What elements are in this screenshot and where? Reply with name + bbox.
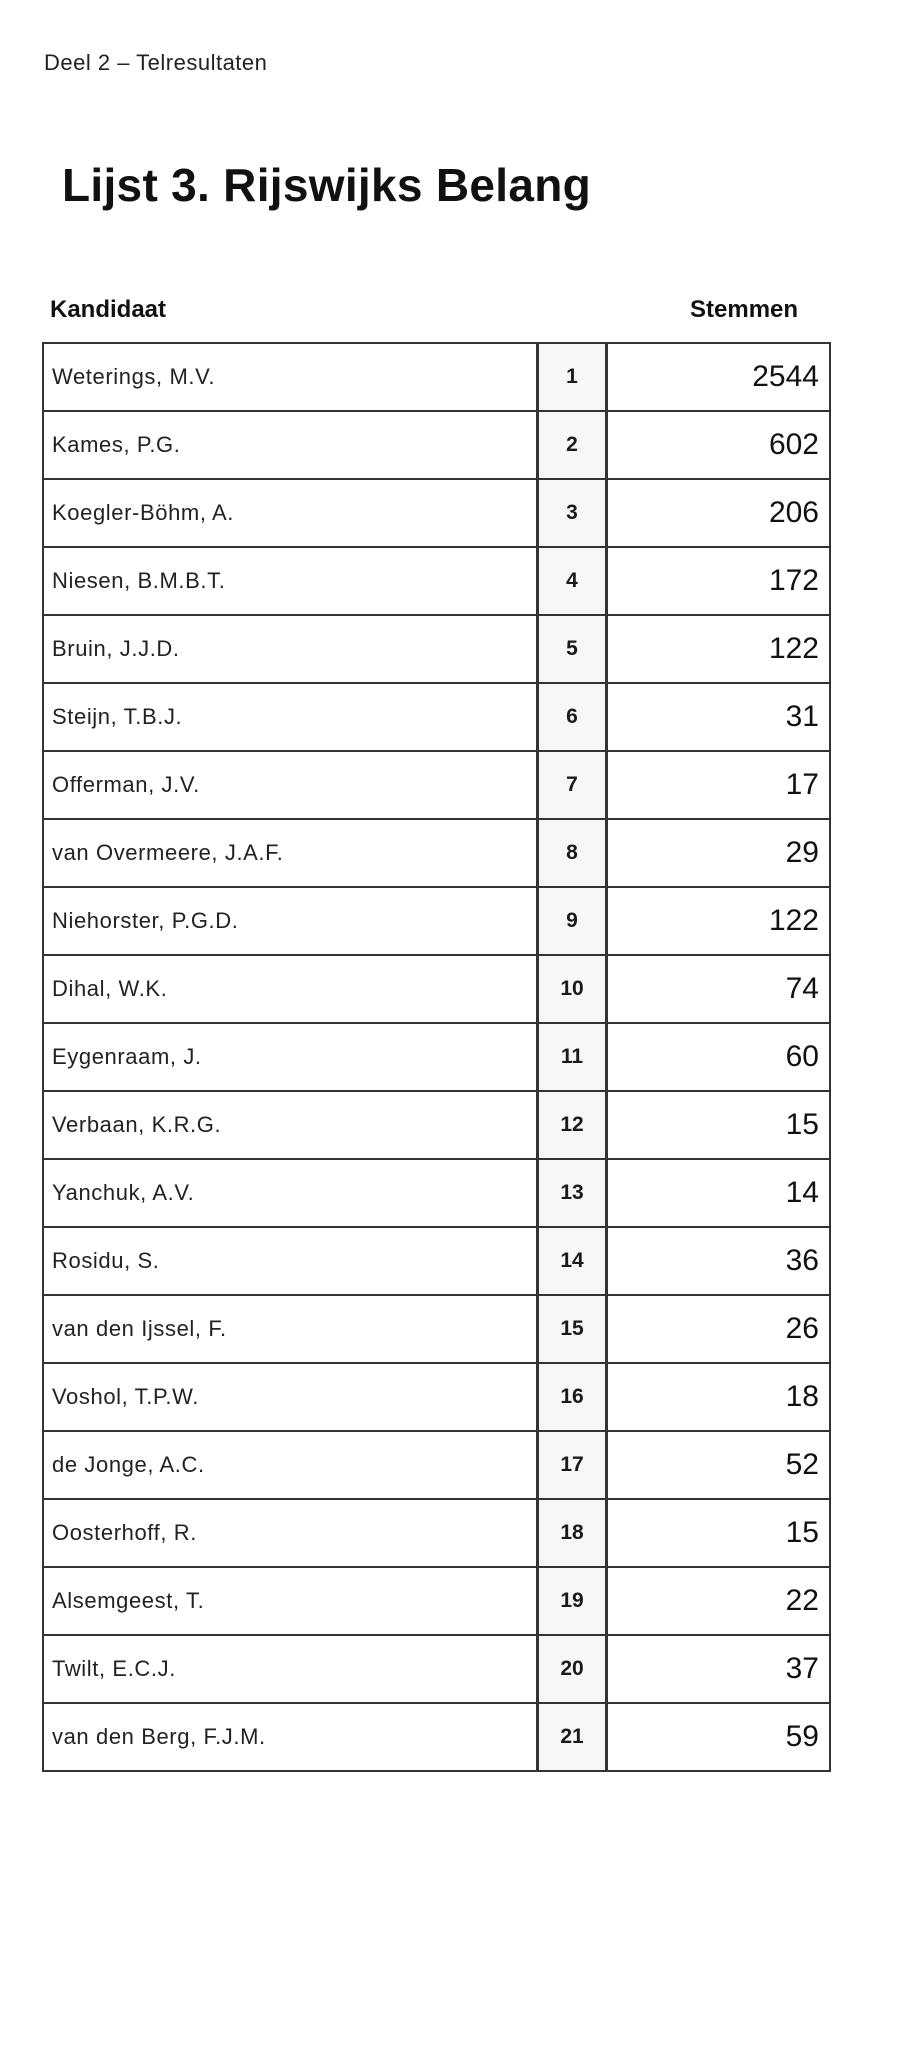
column-header-votes: Stemmen [690, 296, 799, 323]
candidate-votes: 206 [607, 479, 831, 547]
candidate-position: 5 [538, 615, 607, 683]
candidate-name: Bruin, J.J.D. [43, 615, 538, 683]
candidate-name: Twilt, E.C.J. [43, 1635, 538, 1703]
table-row [43, 479, 830, 547]
table-row [43, 1499, 830, 1567]
table-row [43, 683, 830, 751]
page-title: Lijst 3. Rijswijks Belang [62, 159, 591, 211]
candidate-position: 9 [538, 887, 607, 955]
table-row [43, 1091, 830, 1159]
candidate-name: Alsemgeest, T. [43, 1567, 538, 1635]
section-label: Deel 2 – Telresultaten [44, 50, 268, 75]
candidate-votes: 59 [607, 1703, 831, 1771]
results-table [42, 342, 831, 1772]
candidate-name: Dihal, W.K. [43, 955, 538, 1023]
candidate-votes: 26 [607, 1295, 831, 1363]
table-row [43, 343, 830, 411]
candidate-votes: 52 [607, 1431, 831, 1499]
candidate-position: 2 [538, 411, 607, 479]
candidate-position: 6 [538, 683, 607, 751]
candidate-position: 12 [538, 1091, 607, 1159]
candidate-votes: 18 [607, 1363, 831, 1431]
candidate-name: de Jonge, A.C. [43, 1431, 538, 1499]
candidate-name: Yanchuk, A.V. [43, 1159, 538, 1227]
candidate-votes: 31 [607, 683, 831, 751]
candidate-votes: 22 [607, 1567, 831, 1635]
table-row [43, 1227, 830, 1295]
candidate-position: 3 [538, 479, 607, 547]
candidate-position: 13 [538, 1159, 607, 1227]
candidate-name: van den Berg, F.J.M. [43, 1703, 538, 1771]
candidate-votes: 122 [607, 887, 831, 955]
candidate-name: Niesen, B.M.B.T. [43, 547, 538, 615]
candidate-position: 17 [538, 1431, 607, 1499]
candidate-votes: 14 [607, 1159, 831, 1227]
table-row [43, 1567, 830, 1635]
candidate-position: 18 [538, 1499, 607, 1567]
candidate-votes: 36 [607, 1227, 831, 1295]
candidate-position: 19 [538, 1567, 607, 1635]
candidate-votes: 60 [607, 1023, 831, 1091]
table-row [43, 1703, 830, 1771]
table-row [43, 1635, 830, 1703]
candidate-votes: 15 [607, 1091, 831, 1159]
candidate-name: Rosidu, S. [43, 1227, 538, 1295]
table-row [43, 887, 830, 955]
candidate-name: Niehorster, P.G.D. [43, 887, 538, 955]
candidate-position: 20 [538, 1635, 607, 1703]
candidate-name: Steijn, T.B.J. [43, 683, 538, 751]
candidate-name: Voshol, T.P.W. [43, 1363, 538, 1431]
table-row [43, 1363, 830, 1431]
candidate-position: 1 [538, 343, 607, 411]
candidate-votes: 15 [607, 1499, 831, 1567]
table-row [43, 751, 830, 819]
candidate-votes: 74 [607, 955, 831, 1023]
candidate-position: 4 [538, 547, 607, 615]
candidate-votes: 2544 [607, 343, 831, 411]
table-row [43, 1023, 830, 1091]
candidate-votes: 122 [607, 615, 831, 683]
candidate-votes: 602 [607, 411, 831, 479]
column-header-candidate: Kandidaat [50, 296, 167, 323]
table-row [43, 615, 830, 683]
table-row [43, 1295, 830, 1363]
results-table-body [43, 343, 830, 1771]
candidate-name: van den Ijssel, F. [43, 1295, 538, 1363]
candidate-votes: 37 [607, 1635, 831, 1703]
candidate-position: 11 [538, 1023, 607, 1091]
candidate-name: Oosterhoff, R. [43, 1499, 538, 1567]
candidate-position: 14 [538, 1227, 607, 1295]
candidate-position: 15 [538, 1295, 607, 1363]
table-row [43, 547, 830, 615]
candidate-position: 16 [538, 1363, 607, 1431]
candidate-position: 7 [538, 751, 607, 819]
candidate-votes: 172 [607, 547, 831, 615]
candidate-votes: 17 [607, 751, 831, 819]
candidate-name: van Overmeere, J.A.F. [43, 819, 538, 887]
candidate-position: 10 [538, 955, 607, 1023]
candidate-name: Eygenraam, J. [43, 1023, 538, 1091]
table-row [43, 955, 830, 1023]
candidate-name: Weterings, M.V. [43, 343, 538, 411]
table-row [43, 1431, 830, 1499]
table-row [43, 819, 830, 887]
table-row [43, 411, 830, 479]
candidate-name: Kames, P.G. [43, 411, 538, 479]
candidate-position: 8 [538, 819, 607, 887]
candidate-name: Offerman, J.V. [43, 751, 538, 819]
candidate-position: 21 [538, 1703, 607, 1771]
candidate-name: Verbaan, K.R.G. [43, 1091, 538, 1159]
candidate-votes: 29 [607, 819, 831, 887]
candidate-name: Koegler-Böhm, A. [43, 479, 538, 547]
table-row [43, 1159, 830, 1227]
